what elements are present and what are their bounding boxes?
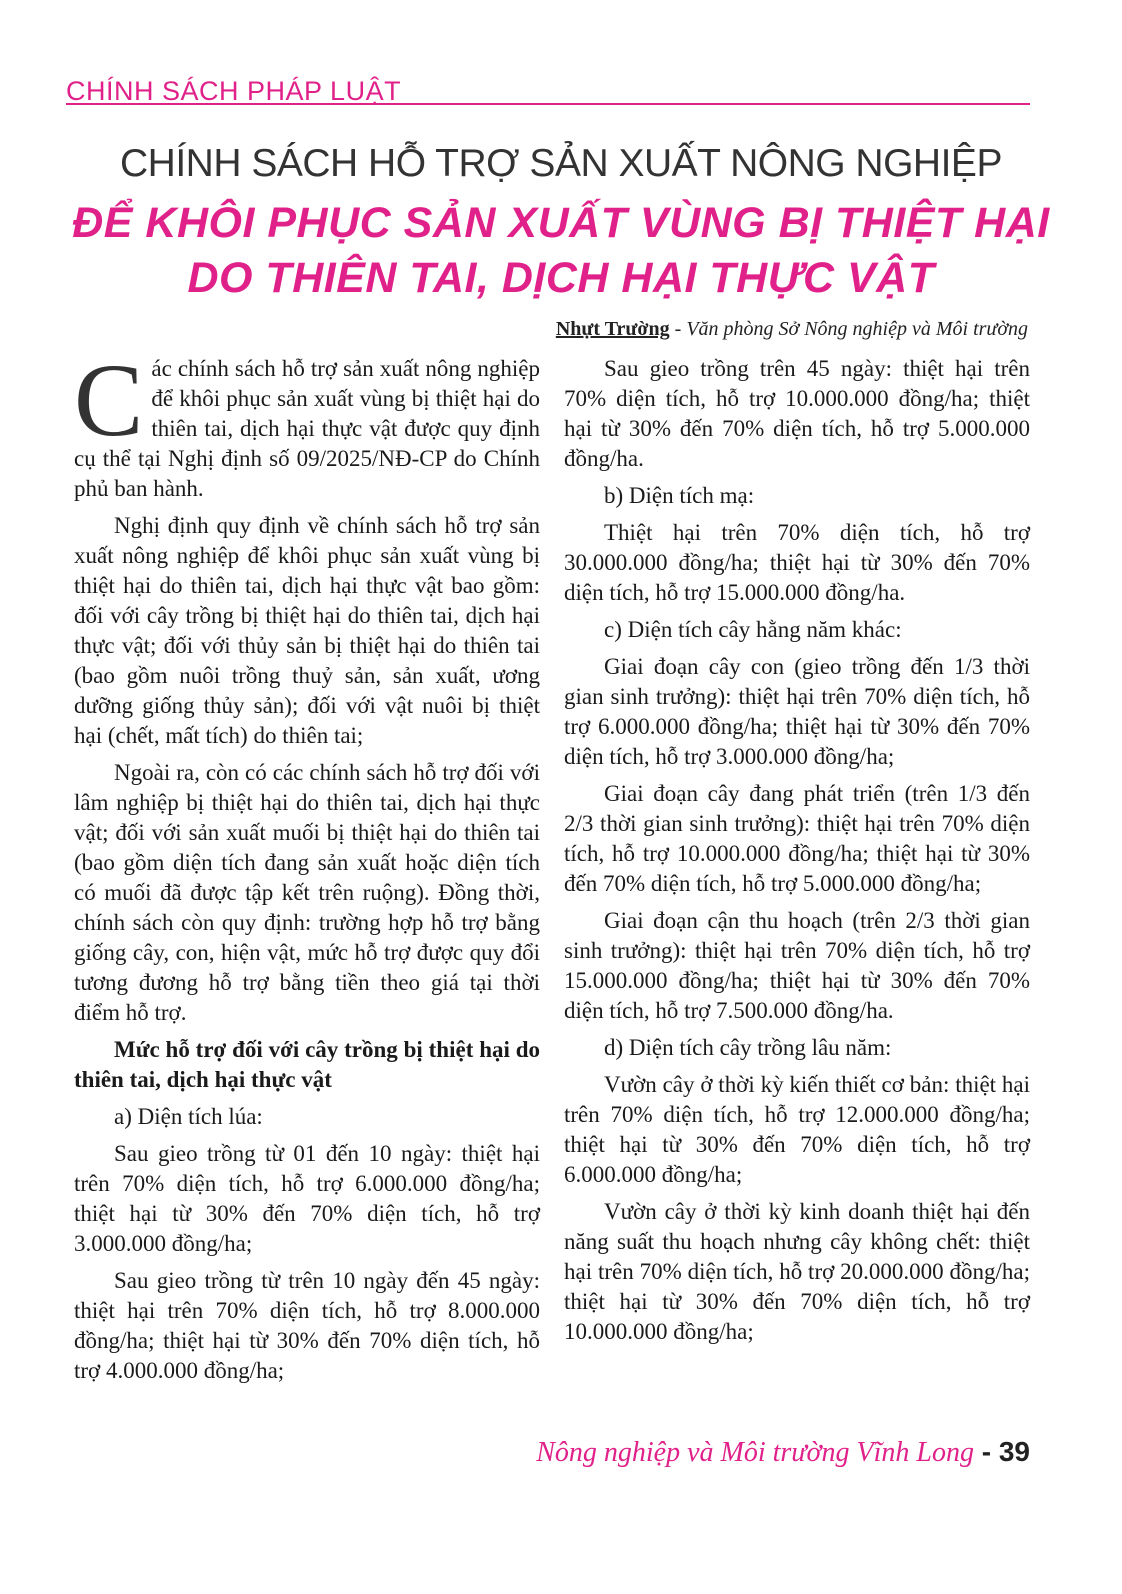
page-footer [536, 1436, 1030, 1469]
byline-author: Nhựt Trường [555, 318, 670, 340]
paragraph: Giai đoạn cây con (gieo trồng đến 1/3 thời gian sinh trưởng): thiệt hại trên 70% diện tích, hỗ trợ 6.000.000 đồng/ha; thiệt hại từ 30% đến 70% diện tích, hỗ trợ 3.000.000 đồng/ha; [564, 654, 1030, 769]
footer-separator: - [973, 1436, 999, 1467]
paragraph: a) Diện tích lúa: [114, 1104, 263, 1129]
paragraph [74, 343, 540, 504]
paragraph-text: ác chính sách hỗ trợ sản xuất nông nghiệp để khôi phục sản xuất vùng bị thiệt hại do thiên tai, dịch hại thực vật được quy định cụ thể tại Nghị định số 09/2025/NĐ-CP do Chính phủ ban hành. [74, 356, 540, 501]
left-column [74, 343, 540, 1393]
publication-name: Nông nghiệp và Môi trường Vĩnh Long [536, 1437, 974, 1468]
byline-separator: - [669, 318, 687, 340]
byline-organization: Văn phòng Sở Nông nghiệp và Môi trường [686, 318, 1028, 340]
subheading: Mức hỗ trợ đối với cây trồng bị thiệt hại do thiên tai, dịch hại thực vật [74, 1037, 540, 1092]
headline-line-1: ĐỂ KHÔI PHỤC SẢN XUẤT VÙNG BỊ THIỆT HẠI [72, 199, 1050, 247]
paragraph: Ngoài ra, còn có các chính sách hỗ trợ đối với lâm nghiệp bị thiệt hại do thiên tai, dịch hại thực vật; đối với sản xuất muối bị thiệt hại do thiên tai (bao gồm diện tích đang sản xuất hoặc diện tích có muối đã được tập kết trên ruộng). Đồng thời, chính sách còn quy định: trường hợp hỗ trợ bằng giống cây, con, hiện vật, mức hỗ trợ được quy đổi tương đương hỗ trợ bằng tiền theo giá tại thời điểm hỗ trợ. [74, 760, 540, 1025]
paragraph: Sau gieo trồng từ trên 10 ngày đến 45 ngày: thiệt hại trên 70% diện tích, hỗ trợ 8.000.000 đồng/ha; thiệt hại từ 30% đến 70% diện tích, hỗ trợ 4.000.000 đồng/ha; [74, 1268, 540, 1383]
section-divider [66, 103, 1030, 105]
paragraph: Sau gieo trồng từ 01 đến 10 ngày: thiệt hại trên 70% diện tích, hỗ trợ 6.000.000 đồng/ha; thiệt hại từ 30% đến 70% diện tích, hỗ trợ 3.000.000 đồng/ha; [74, 1141, 540, 1256]
paragraph: b) Diện tích mạ: [604, 483, 755, 508]
right-column [564, 354, 1030, 1354]
paragraph: c) Diện tích cây hằng năm khác: [604, 617, 902, 642]
page-number: 39 [998, 1436, 1030, 1467]
section-label: CHÍNH SÁCH PHÁP LUẬT [66, 76, 402, 106]
paragraph: Nghị định quy định về chính sách hỗ trợ sản xuất nông nghiệp để khôi phục sản xuất vùng bị thiệt hại do thiên tai, dịch hại thực vật bao gồm: đối với cây trồng bị thiệt hại do thiên tai, dịch hại thực vật; đối với thủy sản bị thiệt hại do thiên tai (bao gồm nuôi trồng thuỷ sản, sản xuất, ương dưỡng giống thủy sản); đối với vật nuôi bị thiệt hại (chết, mất tích) do thiên tai; [74, 513, 540, 748]
paragraph: Sau gieo trồng trên 45 ngày: thiệt hại trên 70% diện tích, hỗ trợ 10.000.000 đồng/ha; thiệt hại từ 30% đến 70% diện tích, hỗ trợ 5.000.000 đồng/ha. [564, 356, 1030, 471]
paragraph: d) Diện tích cây trồng lâu năm: [604, 1035, 892, 1060]
article-kicker: CHÍNH SÁCH HỖ TRỢ SẢN XUẤT NÔNG NGHIỆP [120, 142, 1002, 185]
paragraph: Thiệt hại trên 70% diện tích, hỗ trợ 30.000.000 đồng/ha; thiệt hại từ 30% đến 70% diện tích, hỗ trợ 15.000.000 đồng/ha. [564, 520, 1030, 605]
drop-cap: C [74, 343, 144, 458]
headline-line-2: DO THIÊN TAI, DỊCH HẠI THỰC VẬT [187, 254, 935, 302]
paragraph: Giai đoạn cận thu hoạch (trên 2/3 thời gian sinh trưởng): thiệt hại trên 70% diện tích, hỗ trợ 15.000.000 đồng/ha; thiệt hại từ 30% đến 70% diện tích, hỗ trợ 7.500.000 đồng/ha. [564, 908, 1030, 1023]
paragraph: Giai đoạn cây đang phát triển (trên 1/3 đến 2/3 thời gian sinh trưởng): thiệt hại trên 70% diện tích, hỗ trợ 10.000.000 đồng/ha; thiệt hại từ 30% đến 70% diện tích, hỗ trợ 5.000.000 đồng/ha; [564, 781, 1030, 896]
paragraph: Vườn cây ở thời kỳ kiến thiết cơ bản: thiệt hại trên 70% diện tích, hỗ trợ 12.000.000 đồng/ha; thiệt hại từ 30% đến 70% diện tích, hỗ trợ 6.000.000 đồng/ha; [564, 1072, 1030, 1187]
paragraph: Vườn cây ở thời kỳ kinh doanh thiệt hại đến năng suất thu hoạch nhưng cây không chết: thiệt hại trên 70% diện tích, hỗ trợ 20.000.000 đồng/ha; thiệt hại từ 30% đến 70% diện tích, hỗ trợ 10.000.000 đồng/ha; [564, 1199, 1030, 1344]
byline [556, 318, 1028, 341]
article-headline [40, 196, 1082, 306]
